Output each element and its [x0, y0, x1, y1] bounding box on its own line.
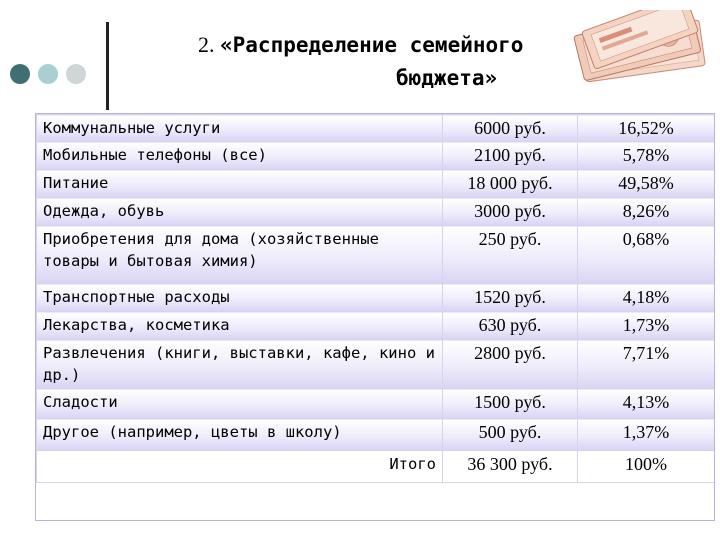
row-amount: 2100 руб.	[443, 142, 578, 170]
row-name: Транспортные расходы	[37, 284, 443, 312]
row-amount: 1500 руб.	[443, 389, 578, 419]
row-percent: 1,37%	[578, 419, 715, 451]
title-line-1: «Распределение семейного	[220, 33, 524, 57]
table-row	[37, 419, 715, 451]
decor-circle-light	[38, 64, 58, 84]
table-row	[37, 142, 715, 170]
row-amount: 6000 руб.	[443, 115, 578, 142]
row-percent: 16,52%	[578, 115, 715, 142]
total-label: Итого	[37, 451, 443, 483]
table-row	[37, 312, 715, 340]
row-percent: 8,26%	[578, 198, 715, 226]
table-row	[37, 170, 715, 198]
title-line-2: бюджета»	[396, 66, 498, 90]
decor-circle-dark	[10, 64, 30, 84]
table-row	[37, 284, 715, 312]
slide-title	[198, 28, 578, 95]
row-percent: 0,68%	[578, 226, 715, 284]
table-row	[37, 198, 715, 226]
row-name: Лекарства, косметика	[37, 312, 443, 340]
budget-table	[36, 114, 715, 483]
row-amount: 18 000 руб.	[443, 170, 578, 198]
row-amount: 3000 руб.	[443, 198, 578, 226]
table-row	[37, 340, 715, 389]
banknotes-image	[568, 10, 716, 82]
row-amount: 250 руб.	[443, 226, 578, 284]
row-percent: 1,73%	[578, 312, 715, 340]
total-amount: 36 300 руб.	[443, 451, 578, 483]
total-row	[37, 451, 715, 483]
decor-circle-grey	[66, 64, 86, 84]
row-amount: 1520 руб.	[443, 284, 578, 312]
row-percent: 7,71%	[578, 340, 715, 389]
title-number: 2.	[198, 32, 215, 57]
row-percent: 4,13%	[578, 389, 715, 419]
row-amount: 500 руб.	[443, 419, 578, 451]
table-row	[37, 389, 715, 419]
row-name: Одежда, обувь	[37, 198, 443, 226]
row-percent: 49,58%	[578, 170, 715, 198]
row-name: Питание	[37, 170, 443, 198]
row-name: Мобильные телефоны (все)	[37, 142, 443, 170]
row-name: Развлечения (книги, выставки, кафе, кино и др.)	[37, 340, 443, 389]
row-name: Коммунальные услуги	[37, 115, 443, 142]
decor-vertical-line	[106, 22, 109, 110]
row-amount: 2800 руб.	[443, 340, 578, 389]
row-percent: 5,78%	[578, 142, 715, 170]
table-row	[37, 115, 715, 142]
table-row	[37, 226, 715, 284]
row-percent: 4,18%	[578, 284, 715, 312]
row-name: Сладости	[37, 389, 443, 419]
row-name: Приобретения для дома (хозяйственные товары и бытовая химия)	[37, 226, 443, 284]
row-amount: 630 руб.	[443, 312, 578, 340]
row-name: Другое (например, цветы в школу)	[37, 419, 443, 451]
total-percent: 100%	[578, 451, 715, 483]
